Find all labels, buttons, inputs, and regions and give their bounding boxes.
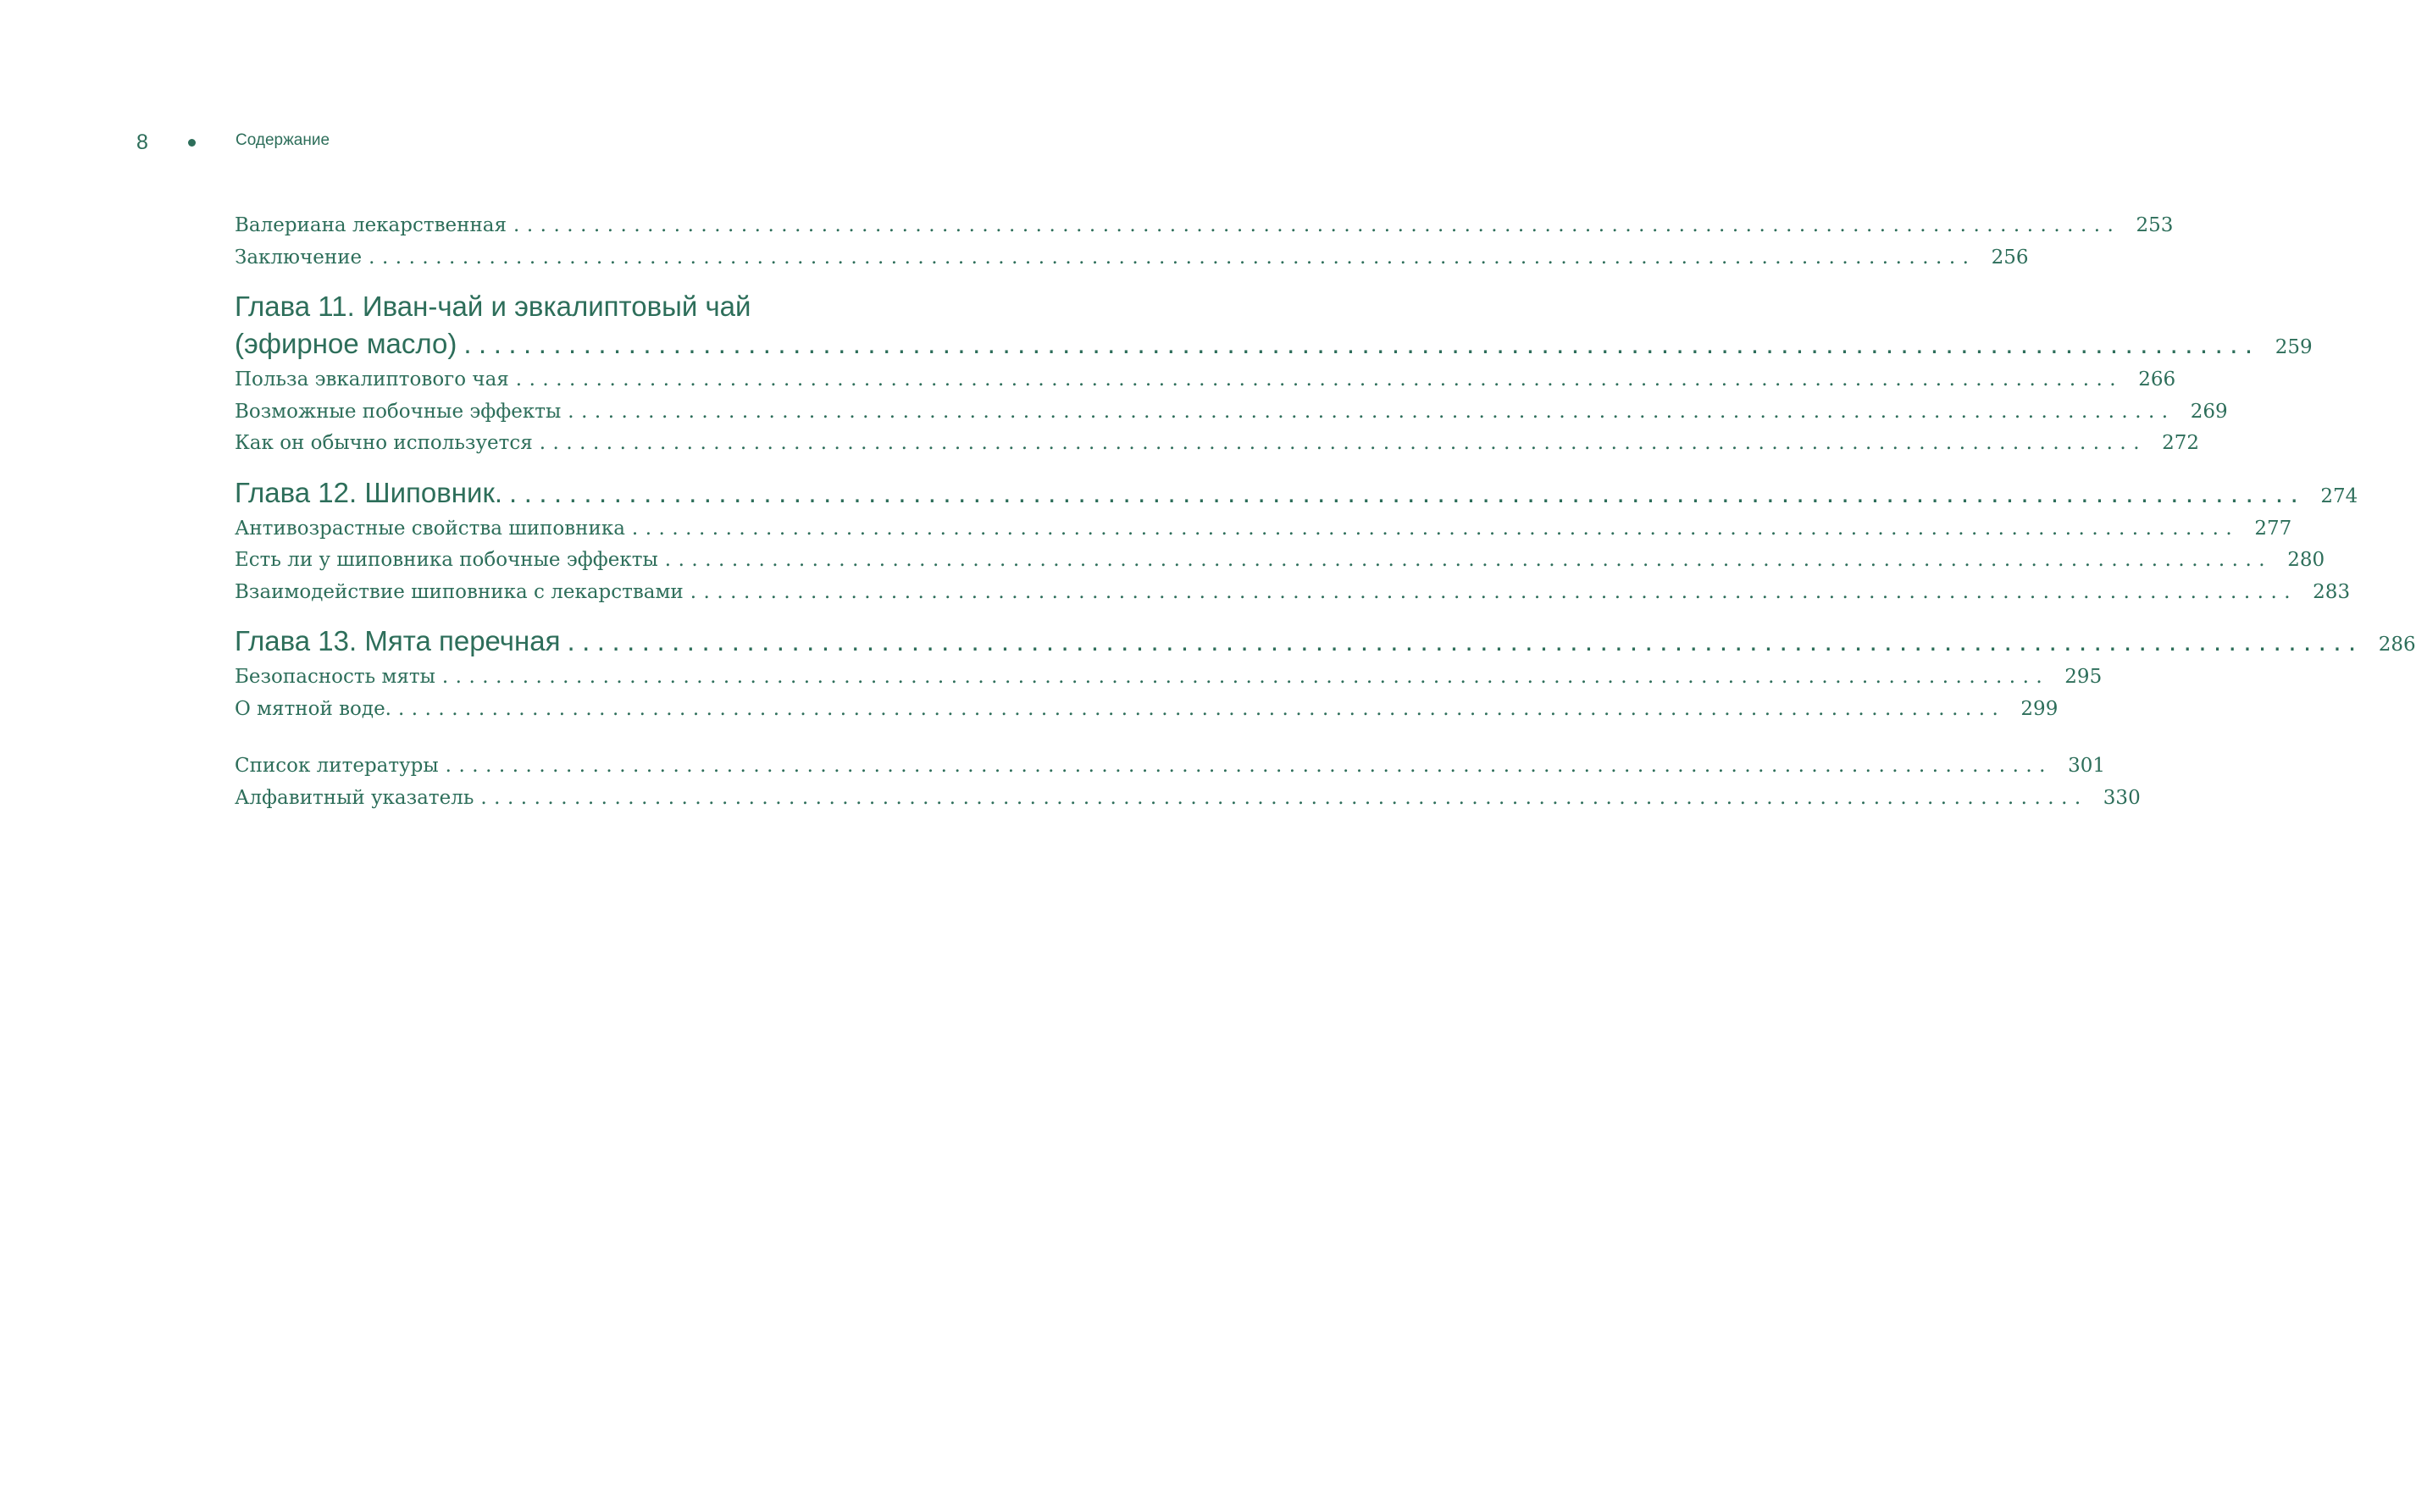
- dot-leader: ........................................................................................................................: [568, 400, 2175, 423]
- dot-leader: ........................................................................................................................: [509, 476, 2306, 508]
- toc-entry[interactable]: [235, 210, 2174, 242]
- toc-entry[interactable]: [235, 545, 2325, 577]
- chapter-12[interactable]: [235, 474, 2358, 512]
- dot-leader: ........................................................................................................................: [664, 549, 2273, 571]
- chapter-11[interactable]: [235, 288, 2313, 363]
- toc-entry[interactable]: [235, 396, 2228, 429]
- chapter-heading: [235, 623, 2416, 660]
- toc-entry-page: 277: [2254, 517, 2292, 540]
- toc-entry-title: Валериана лекарственная: [235, 214, 507, 236]
- toc-entry-title: Взаимодействие шиповника с лекарствами: [235, 580, 684, 603]
- chapter-heading: [235, 325, 2313, 363]
- dot-leader: ........................................................................................................................: [513, 214, 2121, 236]
- toc-entry-title: Возможные побочные эффекты: [235, 400, 562, 423]
- toc-entry-page: 280: [2287, 549, 2325, 571]
- toc-entry[interactable]: [235, 694, 2059, 726]
- table-of-contents: [235, 210, 2416, 814]
- toc-entry-title: Алфавитный указатель: [235, 786, 474, 809]
- toc-entry[interactable]: [235, 662, 2103, 694]
- dot-leader: ........................................................................................................................: [463, 328, 2260, 359]
- bullet-separator: [188, 139, 196, 147]
- chapter-page: 274: [2320, 485, 2358, 507]
- chapter-page: 286: [2378, 634, 2416, 656]
- toc-entry-page: 269: [2190, 400, 2228, 423]
- page-number: 8: [136, 130, 148, 154]
- toc-entry-page: 301: [2068, 755, 2105, 777]
- chapter-title-line: Глава 11. Иван-чай и эвкалиптовый чай: [235, 291, 751, 322]
- toc-entry-title: Есть ли у шиповника побочные эффекты: [235, 549, 658, 571]
- toc-entry-title: Польза эвкалиптового чая: [235, 368, 509, 390]
- toc-entry[interactable]: [235, 750, 2105, 783]
- chapter-title-line: (эфирное масло): [235, 328, 457, 359]
- dot-leader: ........................................................................................................................: [539, 432, 2147, 454]
- toc-entry-title: Антивозрастные свойства шиповника: [235, 517, 625, 540]
- dot-leader: ........................................................................................................................: [567, 625, 2363, 656]
- toc-entry-title: Безопасность мяты: [235, 666, 435, 688]
- toc-entry-page: 253: [2136, 214, 2174, 236]
- toc-entry-page: 283: [2313, 580, 2351, 603]
- toc-entry[interactable]: [235, 364, 2176, 396]
- dot-leader: ........................................................................................................................: [631, 517, 2240, 540]
- chapter-title: Глава 12. Шиповник.: [235, 476, 503, 508]
- chapter-title: Глава 13. Мята перечная: [235, 625, 561, 656]
- dot-leader: ........................................................................................................................: [398, 697, 2006, 720]
- toc-entry-page: 295: [2064, 666, 2103, 688]
- dot-leader: ........................................................................................................................: [480, 786, 2088, 809]
- toc-entry-title: Заключение: [235, 246, 363, 269]
- toc-entry[interactable]: [235, 428, 2200, 460]
- toc-entry[interactable]: [235, 242, 2029, 274]
- toc-entry-page: 256: [1991, 246, 2029, 269]
- toc-entry[interactable]: [235, 513, 2292, 546]
- toc-entry[interactable]: [235, 783, 2141, 815]
- dot-leader: ........................................................................................................................: [445, 755, 2053, 777]
- toc-entry-title: Список литературы: [235, 755, 439, 777]
- dot-leader: ........................................................................................................................: [690, 580, 2298, 603]
- dot-leader: ........................................................................................................................: [368, 246, 1976, 269]
- toc-entry-page: 266: [2138, 368, 2176, 390]
- dot-leader: ........................................................................................................................: [515, 368, 2124, 390]
- toc-entry[interactable]: [235, 577, 2351, 609]
- toc-entry-page: 299: [2020, 697, 2059, 720]
- toc-entry-title: О мятной воде.: [235, 697, 391, 720]
- chapter-page: 259: [2275, 336, 2313, 358]
- chapter-heading: [235, 474, 2358, 512]
- section-title: Содержание: [236, 131, 330, 149]
- toc-entry-page: 272: [2162, 432, 2200, 454]
- chapter-13[interactable]: [235, 623, 2416, 660]
- toc-entry-title: Как он обычно используется: [235, 432, 533, 454]
- dot-leader: ........................................................................................................................: [441, 666, 2050, 688]
- toc-entry-page: 330: [2103, 786, 2141, 809]
- running-head: [136, 127, 330, 158]
